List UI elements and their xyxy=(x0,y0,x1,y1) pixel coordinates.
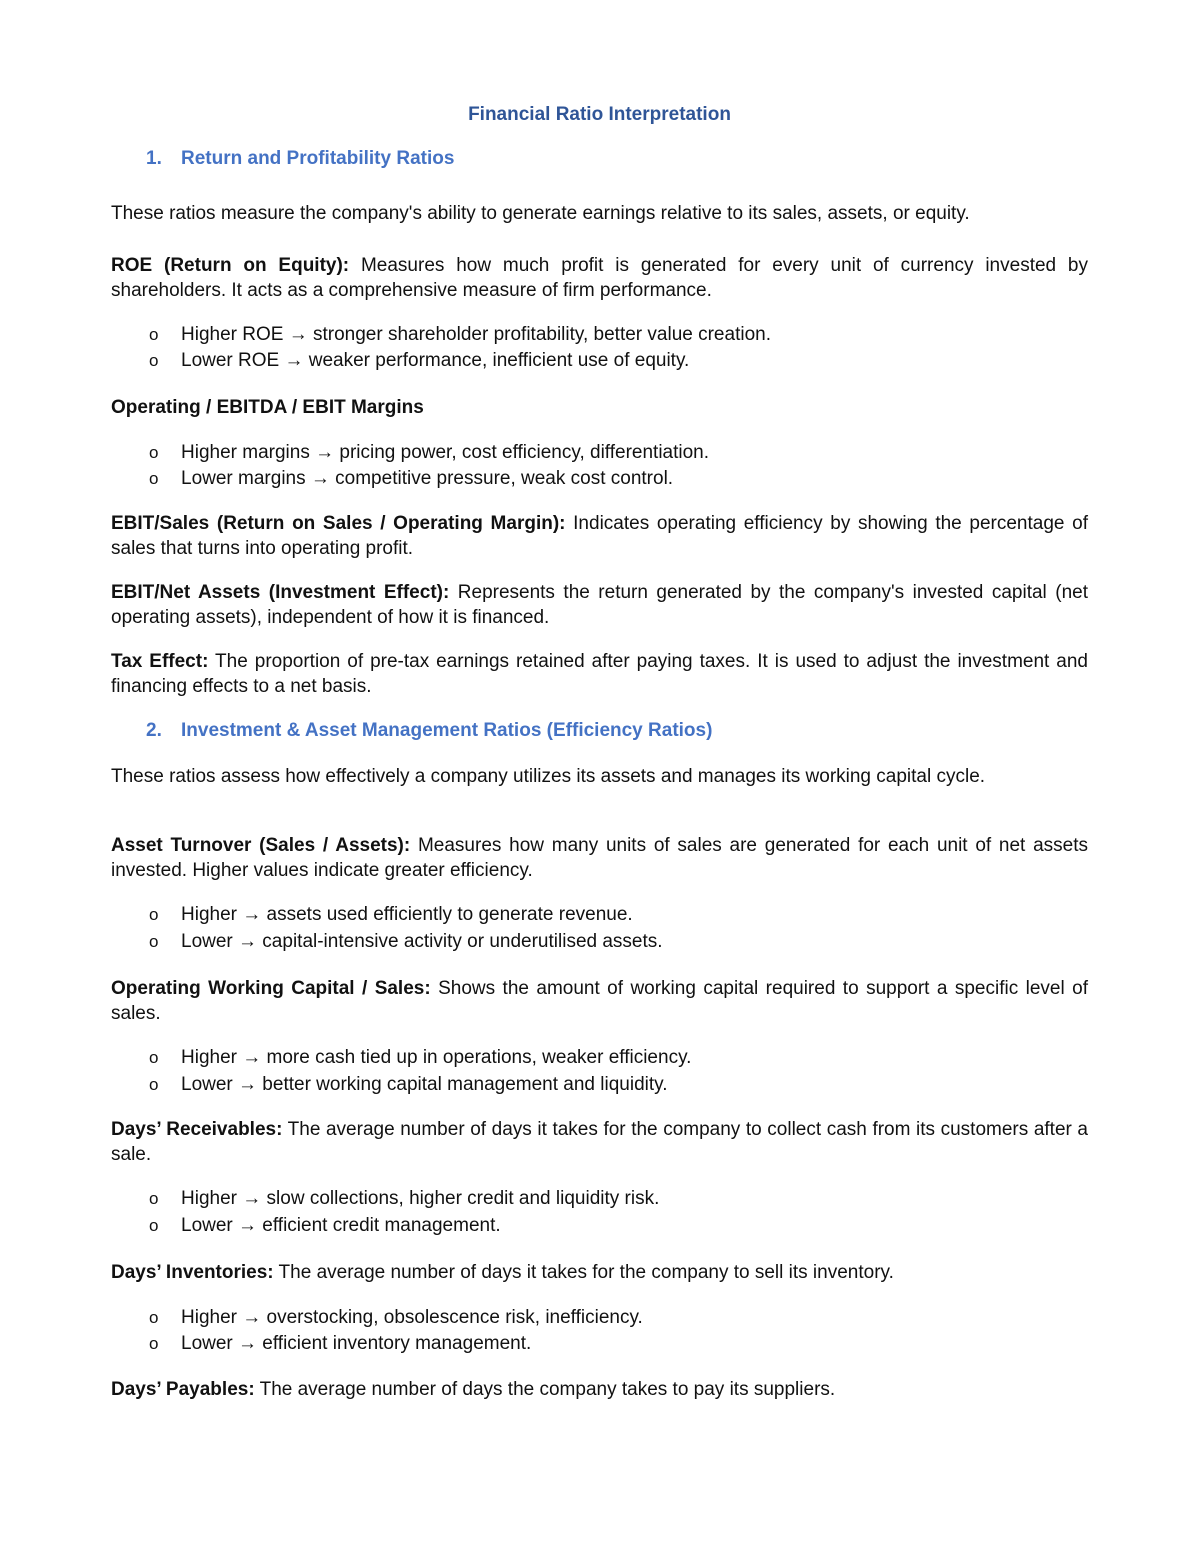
list-item xyxy=(149,1045,691,1070)
bullet-marker: o xyxy=(149,325,159,344)
tax-effect-term: Tax Effect: xyxy=(111,651,209,672)
days-payables-paragraph xyxy=(111,1377,1088,1402)
bullet-marker: o xyxy=(149,1334,159,1353)
bullet-text: Lower → efficient credit management. xyxy=(181,1215,501,1236)
section-1-heading xyxy=(146,148,454,170)
ebit-sales-term: EBIT/Sales (Return on Sales / Operating Margin): xyxy=(111,513,566,534)
tax-effect-desc: The proportion of pre-tax earnings retained after paying taxes. It is used to adjust the investment and financing effects to a net basis. xyxy=(111,651,1088,697)
section-1-title: Return and Profitability Ratios xyxy=(181,148,455,169)
list-item xyxy=(149,929,663,954)
days-receivables-term: Days’ Receivables: xyxy=(111,1119,283,1140)
ebit-net-assets-term: EBIT/Net Assets (Investment Effect): xyxy=(111,582,450,603)
bullet-marker: o xyxy=(149,1216,159,1235)
days-receivables-paragraph xyxy=(111,1117,1088,1167)
bullet-text: Higher → overstocking, obsolescence risk, inefficiency. xyxy=(181,1307,643,1328)
bullet-text: Lower margins → competitive pressure, weak cost control. xyxy=(181,468,674,489)
ebit-sales-paragraph xyxy=(111,511,1088,561)
section-2-title: Investment & Asset Management Ratios (Efficiency Ratios) xyxy=(181,720,713,741)
bullet-marker: o xyxy=(149,469,159,488)
list-item xyxy=(149,1186,659,1211)
list-item xyxy=(149,1213,501,1238)
bullet-marker: o xyxy=(149,443,159,462)
bullet-marker: o xyxy=(149,1308,159,1327)
owc-sales-desc: Shows the amount of working capital required to support a specific level of sales. xyxy=(111,978,1088,1024)
tax-effect-paragraph xyxy=(111,649,1088,699)
days-inventories-term: Days’ Inventories: xyxy=(111,1262,274,1283)
owc-sales-paragraph xyxy=(111,976,1088,1026)
document-title: Financial Ratio Interpretation xyxy=(468,104,731,125)
days-inventories-desc: The average number of days it takes for the company to sell its inventory. xyxy=(273,1262,894,1283)
bullet-text: Higher → slow collections, higher credit and liquidity risk. xyxy=(181,1188,660,1209)
bullet-text: Lower → better working capital management and liquidity. xyxy=(181,1074,668,1095)
bullet-text: Higher ROE → stronger shareholder profitability, better value creation. xyxy=(181,324,771,345)
section-1-intro: These ratios measure the company's ability to generate earnings relative to its sales, assets, or equity. xyxy=(111,203,970,224)
bullet-marker: o xyxy=(149,932,159,951)
list-item xyxy=(149,1072,668,1097)
list-item xyxy=(149,1305,643,1330)
bullet-marker: o xyxy=(149,351,159,370)
bullet-text: Lower → efficient inventory management. xyxy=(181,1333,532,1354)
days-payables-term: Days’ Payables: xyxy=(111,1379,255,1400)
roe-desc: Measures how much profit is generated for every unit of currency invested by shareholders. It acts as a comprehensive measure of firm performance. xyxy=(111,255,1089,301)
list-item xyxy=(149,348,689,373)
bullet-marker: o xyxy=(149,905,159,924)
ebit-net-assets-desc: Represents the return generated by the company's invested capital (net operating assets), independent of how it is financed. xyxy=(111,582,1088,628)
bullet-text: Lower → capital-intensive activity or underutilised assets. xyxy=(181,931,663,952)
owc-sales-term: Operating Working Capital / Sales: xyxy=(111,978,431,999)
asset-turnover-paragraph xyxy=(111,833,1088,883)
section-2-intro: These ratios assess how effectively a company utilizes its assets and manages its working capital cycle. xyxy=(111,766,986,787)
days-inventories-paragraph xyxy=(111,1260,1088,1285)
list-item xyxy=(149,466,673,491)
bullet-text: Higher → assets used efficiently to generate revenue. xyxy=(181,904,633,925)
roe-paragraph xyxy=(111,253,1088,303)
bullet-marker: o xyxy=(149,1075,159,1094)
ebit-sales-desc: Indicates operating efficiency by showing the percentage of sales that turns into operating profit. xyxy=(111,513,1088,559)
margins-paragraph xyxy=(111,395,1088,420)
section-2-number: 2. xyxy=(146,720,162,741)
list-item xyxy=(149,322,771,347)
bullet-marker: o xyxy=(149,1189,159,1208)
roe-term: ROE (Return on Equity): xyxy=(111,255,350,276)
days-receivables-desc: The average number of days it takes for the company to collect cash from its customers after a sale. xyxy=(111,1119,1088,1165)
bullet-text: Lower ROE → weaker performance, inefficient use of equity. xyxy=(181,350,690,371)
asset-turnover-term: Asset Turnover (Sales / Assets): xyxy=(111,835,411,856)
ebit-net-assets-paragraph xyxy=(111,580,1088,630)
bullet-text: Higher margins → pricing power, cost efficiency, differentiation. xyxy=(181,442,710,463)
list-item xyxy=(149,440,709,465)
bullet-text: Higher → more cash tied up in operations, weaker efficiency. xyxy=(181,1047,692,1068)
list-item xyxy=(149,902,633,927)
list-item xyxy=(149,1331,531,1356)
days-payables-desc: The average number of days the company takes to pay its suppliers. xyxy=(254,1379,836,1400)
bullet-marker: o xyxy=(149,1048,159,1067)
asset-turnover-desc: Measures how many units of sales are generated for each unit of net assets invested. Higher values indicate greater efficiency. xyxy=(111,835,1088,881)
section-2-heading xyxy=(146,720,712,742)
section-1-number: 1. xyxy=(146,148,162,169)
margins-term: Operating / EBITDA / EBIT Margins xyxy=(111,397,424,418)
